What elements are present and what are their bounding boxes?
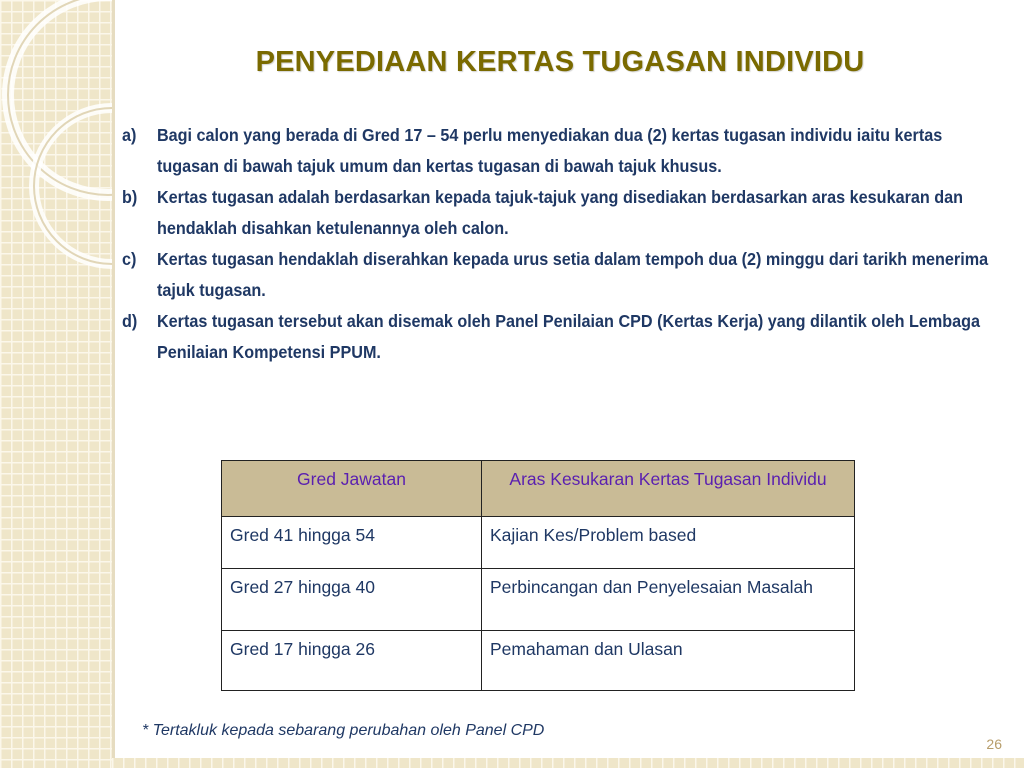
table-row	[222, 569, 855, 631]
point-text: Kertas tugasan hendaklah diserahkan kepada urus setia dalam tempoh dua (2) minggu dari tarikh menerima tajuk tugasan.	[156, 249, 989, 300]
table-header-row	[222, 461, 855, 517]
footnote: * Tertakluk kepada sebarang perubahan oleh Panel CPD	[142, 722, 545, 739]
grade-difficulty-table	[221, 460, 855, 691]
header-aras-kesukaran: Aras Kesukaran Kertas Tugasan Individu	[482, 461, 855, 517]
point-item	[122, 182, 1003, 244]
decorative-circles	[0, 0, 115, 768]
table-cell-grade: Gred 17 hingga 26	[222, 631, 482, 691]
point-text: Bagi calon yang berada di Gred 17 – 54 perlu menyediakan dua (2) kertas tugasan individu iaitu kertas tugasan di bawah tajuk umum dan kertas tugasan di bawah tajuk khusus.	[156, 125, 943, 176]
table-cell-grade: Gred 41 hingga 54	[222, 517, 482, 569]
header-gred-jawatan: Gred Jawatan	[222, 461, 482, 517]
side-panel-edge	[112, 0, 115, 768]
point-item	[122, 244, 1003, 306]
table-cell-difficulty: Perbincangan dan Penyelesaian Masalah	[482, 569, 855, 631]
point-item	[122, 120, 1003, 182]
point-marker: c)	[122, 249, 137, 269]
slide-title: PENYEDIAAN KERTAS TUGASAN INDIVIDU	[255, 46, 865, 78]
table-cell-difficulty: Pemahaman dan Ulasan	[482, 631, 855, 691]
point-marker: d)	[122, 311, 138, 331]
point-list	[122, 120, 989, 368]
slide-number: 26	[986, 736, 1002, 752]
table-cell-difficulty: Kajian Kes/Problem based	[482, 517, 855, 569]
point-item	[122, 306, 1003, 368]
point-marker: b)	[122, 187, 138, 207]
table-row	[222, 517, 855, 569]
point-text: Kertas tugasan tersebut akan disemak oleh Panel Penilaian CPD (Kertas Kerja) yang dilantik oleh Lembaga Penilaian Kompetensi PPUM.	[156, 311, 981, 362]
table-row	[222, 631, 855, 691]
decorative-side-panel	[0, 0, 112, 768]
point-marker: a)	[122, 125, 137, 145]
decorative-bottom-strip	[112, 758, 1024, 768]
table-cell-grade: Gred 27 hingga 40	[222, 569, 482, 631]
point-text: Kertas tugasan adalah berdasarkan kepada tajuk-tajuk yang disediakan berdasarkan aras kesukaran dan hendaklah disahkan ketulenannya oleh calon.	[156, 187, 964, 238]
